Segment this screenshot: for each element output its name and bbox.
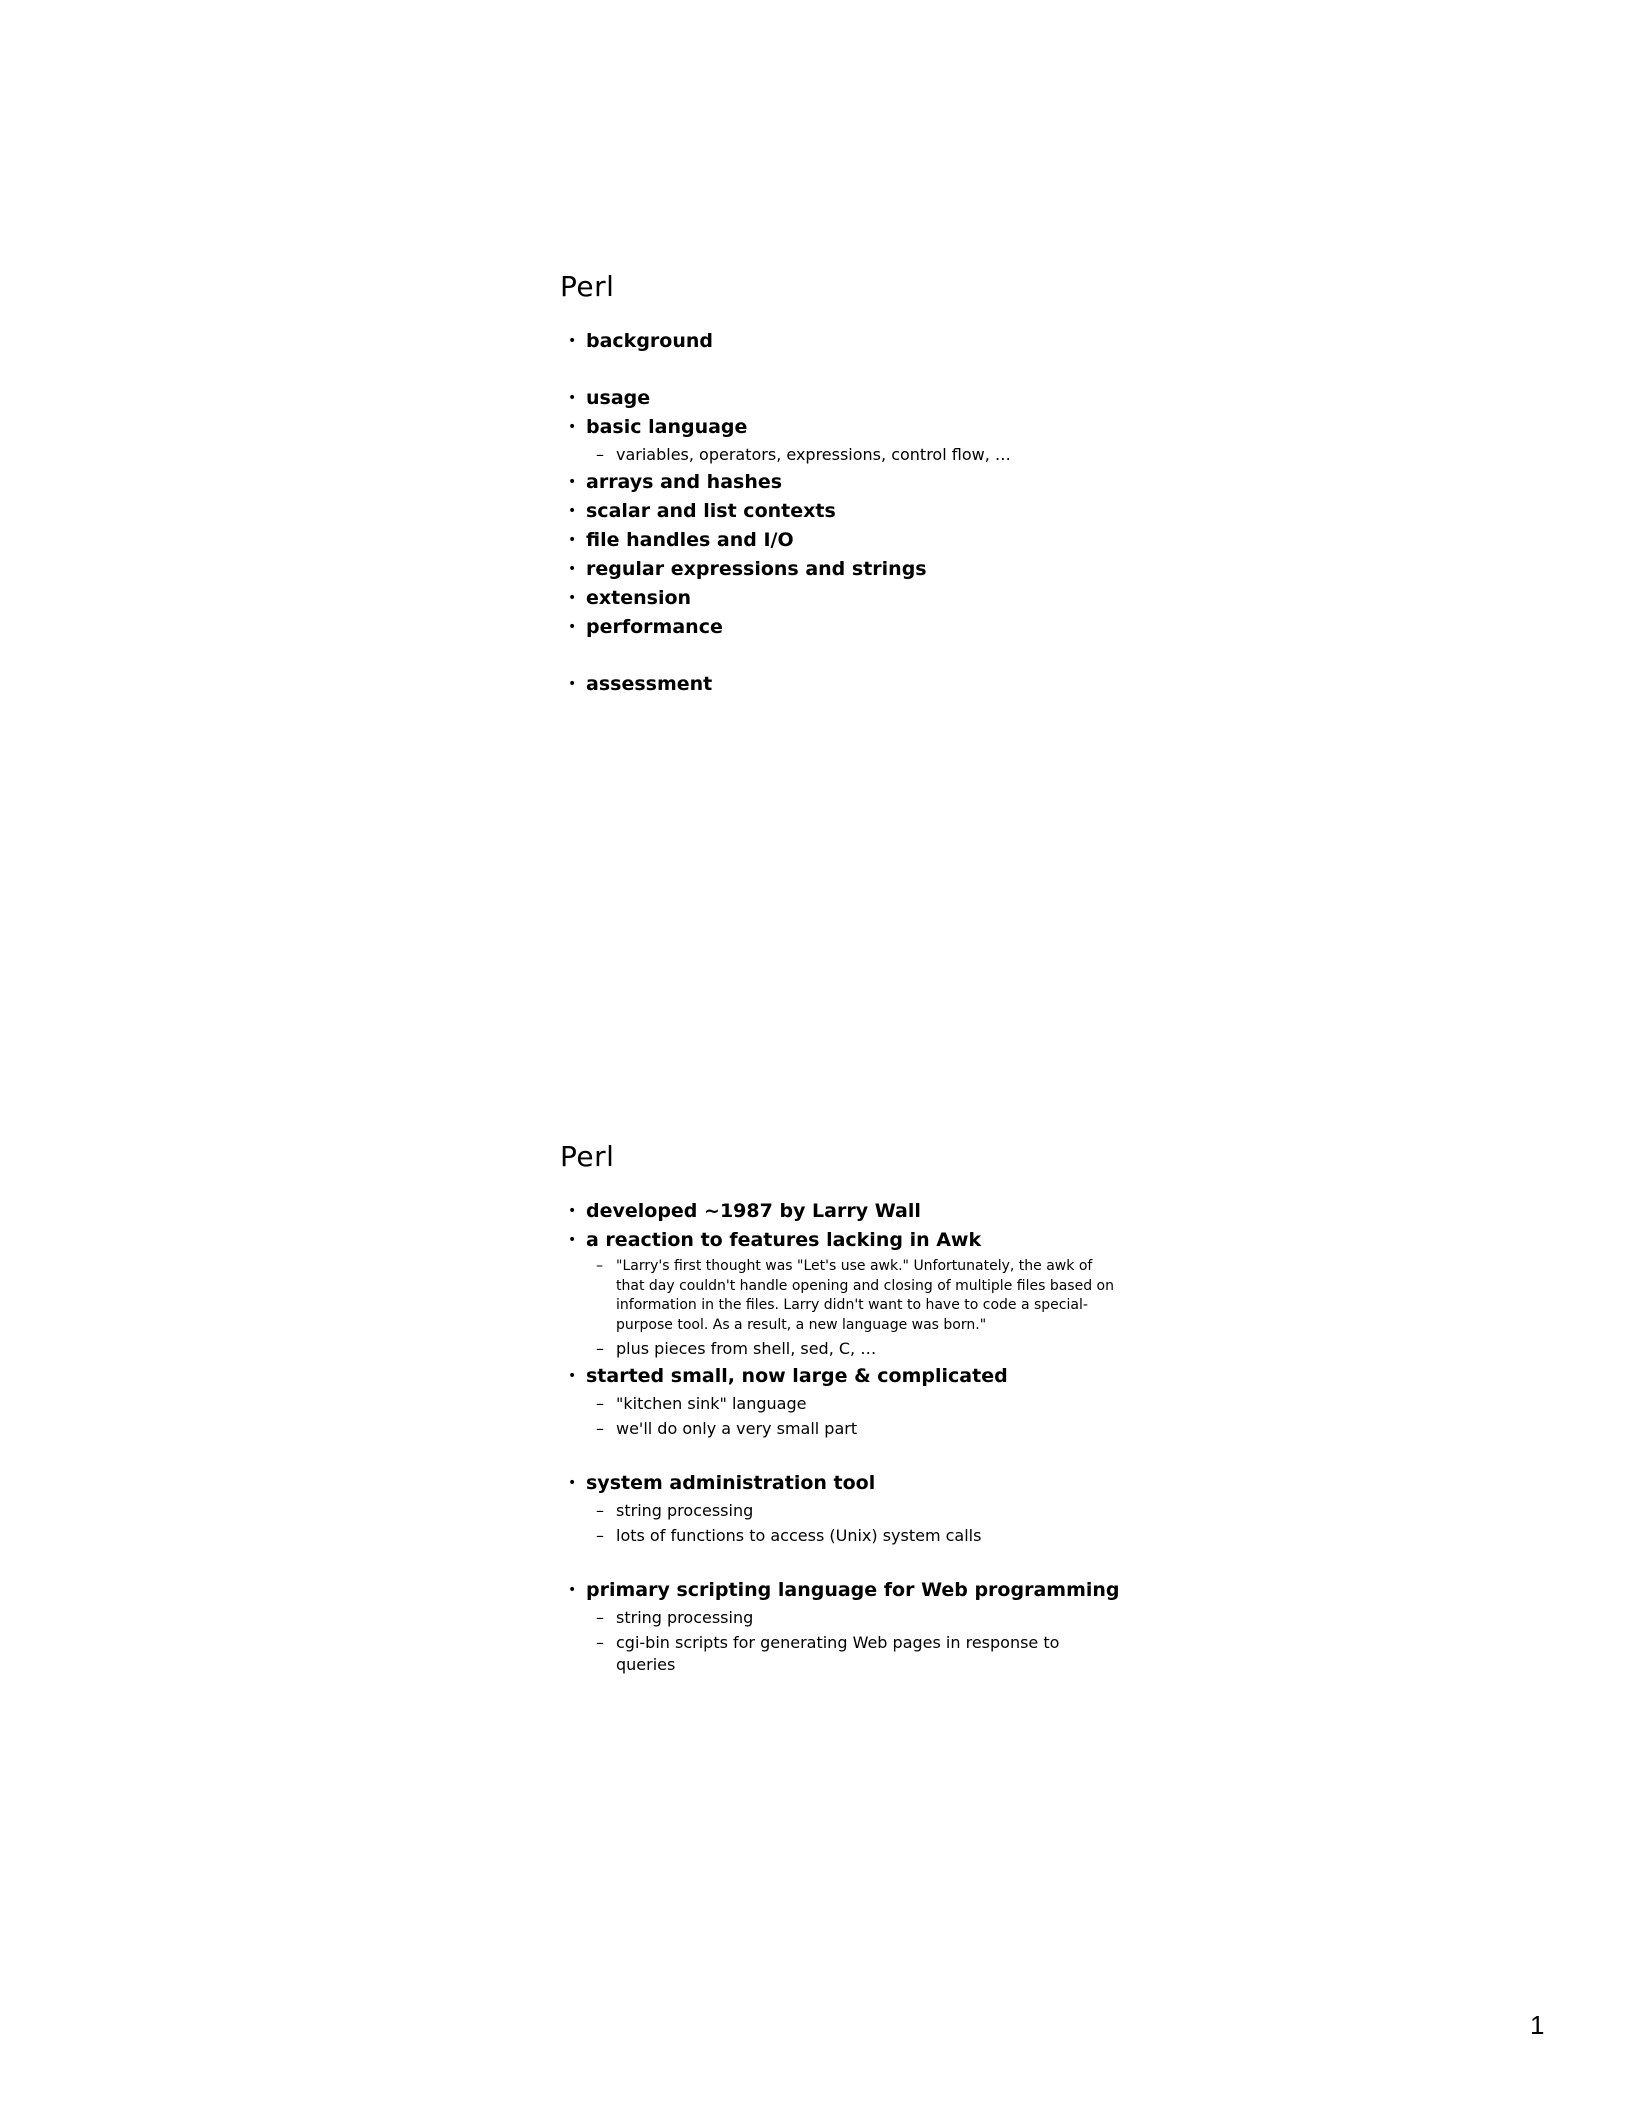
bullet-text: usage bbox=[586, 387, 651, 409]
bullet-item: • extension bbox=[560, 585, 1120, 612]
slide-1 bbox=[560, 270, 1120, 700]
bullet-list bbox=[560, 328, 1120, 698]
slide-2 bbox=[560, 1140, 1120, 1679]
bullet-text: started small, now large & complicated bbox=[586, 1365, 1008, 1387]
sub-bullet-item: – string processing bbox=[586, 1607, 1120, 1629]
bullet-item: • developed ~1987 by Larry Wall bbox=[560, 1198, 1120, 1225]
bullet-text: basic language bbox=[586, 416, 748, 438]
bullet-item: • regular expressions and strings bbox=[560, 556, 1120, 583]
slide-title: Perl bbox=[560, 1140, 615, 1173]
sub-bullet-item: – "Larry's first thought was "Let's use awk." Unfortunately, the awk of that day couldn't handle opening and closing of multiple files based on information in the files. Larry didn't want to have to code a special-purpose tool. As a result, a new language was born." bbox=[586, 1257, 1120, 1335]
bullet-item: • arrays and hashes bbox=[560, 469, 1120, 496]
bullet-item bbox=[560, 1470, 1120, 1547]
sub-bullet-item: – "kitchen sink" language bbox=[586, 1393, 1120, 1415]
sub-bullet-list bbox=[586, 1393, 1120, 1440]
sub-bullet-item: – cgi-bin scripts for generating Web pages in response to queries bbox=[586, 1632, 1120, 1676]
bullet-text: system administration tool bbox=[586, 1472, 876, 1494]
sub-bullet-list bbox=[586, 444, 1120, 466]
bullet-item bbox=[560, 385, 1120, 412]
bullet-item bbox=[560, 1363, 1120, 1440]
sub-bullet-item: – plus pieces from shell, sed, C, … bbox=[586, 1338, 1120, 1360]
sub-bullet-item: – lots of functions to access (Unix) system calls bbox=[586, 1525, 1120, 1547]
sub-bullet-item: – string processing bbox=[586, 1500, 1120, 1522]
sub-bullet-list bbox=[586, 1500, 1120, 1547]
sub-bullet-list bbox=[586, 1257, 1120, 1360]
bullet-item: • background bbox=[560, 328, 1120, 355]
bullet-text: a reaction to features lacking in Awk bbox=[586, 1229, 982, 1251]
bullet-item bbox=[560, 1577, 1120, 1676]
bullet-list bbox=[560, 1198, 1120, 1676]
page-number: 1 bbox=[1530, 2010, 1545, 2040]
bullet-item: • performance bbox=[560, 614, 1120, 641]
slide-title: Perl bbox=[560, 270, 615, 303]
bullet-item bbox=[560, 1227, 1120, 1360]
bullet-item: • assessment bbox=[560, 671, 1120, 698]
sub-bullet-item: – variables, operators, expressions, control flow, … bbox=[586, 444, 1120, 466]
bullet-item bbox=[560, 414, 1120, 466]
bullet-item: • scalar and list contexts bbox=[560, 498, 1120, 525]
bullet-text: primary scripting language for Web programming bbox=[586, 1579, 1120, 1601]
sub-bullet-item: – we'll do only a very small part bbox=[586, 1418, 1120, 1440]
bullet-item: • file handles and I/O bbox=[560, 527, 1120, 554]
sub-bullet-list bbox=[586, 1607, 1120, 1676]
